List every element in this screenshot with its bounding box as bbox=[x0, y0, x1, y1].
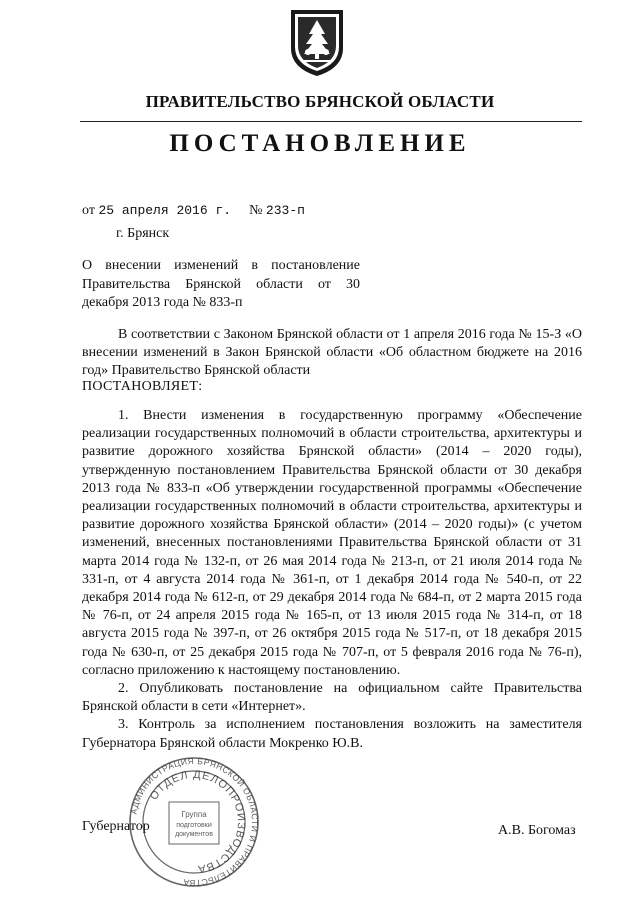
resolution-item-3: 3. Контроль за исполнением постановления возложить на заместителя Губернатора Брянской области Мокренко Ю.В. bbox=[82, 717, 582, 751]
document-subject: О внесении изменений в постановление Правительства Брянской области от 30 декабря 2013 года № 833-п bbox=[82, 258, 360, 310]
stamp-outer-text: АДМИНИСТРАЦИЯ БРЯНСКОЙ ОБЛАСТИ И ПРАВИТЕЛЬСТВА bbox=[128, 756, 260, 888]
stamp-center-line-2: подготовки bbox=[176, 822, 212, 829]
signatory-name: А.В. Богомаз bbox=[498, 823, 576, 838]
document-number: 233-п bbox=[265, 203, 305, 218]
office-stamp bbox=[128, 756, 260, 888]
stamp-center-line-1: Группа bbox=[181, 810, 207, 819]
stamp-middle-text: ОТДЕЛ ДЕЛОПРОИЗВОДСТВА bbox=[147, 768, 248, 875]
resolution-item-1: 1. Внести изменения в государственную программу «Обеспечение реализации государственных полномочий в области строительства, архитектуры и развитие дорожного хозяйства Брянской области» (2014 – 2020 годы), утвержденную постановлением Правительства Брянской области от 30 декабря 2013 года № 833-п «Об утверждении государственной программы «Обеспечение реализации государственных полномочий в области строительства, архитектуры и развитие дорожного хозяйства Брянской области» (2014 – 2020 годы)» (с учетом изменений, внесенных постановлениями Правительства Брянской области от 31 марта 2014 года № 132-п, от 26 мая 2014 года № 213-п, от 21 июля 2014 года № 331-п, от 4 августа 2014 года № 361-п, от 1 декабря 2014 года № 540-п, от 22 декабря 2014 года № 612-п, от 29 декабря 2014 года № 684-п, от 2 марта 2015 года № 76-п, от 24 апреля 2015 года № 165-п, от 13 июля 2015 года № 314-п, от 18 августа 2015 года № 397-п, от 26 октября 2015 года № 517-п, от 18 декабря 2015 года № 630-п, от 25 декабря 2015 года № 707-п, от 5 февраля 2016 года № 76-п), согласно приложению к настоящему постановлению. bbox=[82, 408, 582, 678]
coat-of-arms-emblem bbox=[288, 6, 346, 78]
resolve-word: ПОСТАНОВЛЯЕТ: bbox=[82, 379, 203, 394]
number-label: № bbox=[249, 203, 263, 218]
date-number-line bbox=[82, 203, 305, 219]
signatory-title: Губернатор bbox=[82, 819, 150, 834]
header-rule bbox=[80, 121, 582, 122]
document-date: 25 апреля 2016 г. bbox=[98, 203, 232, 218]
document-type-heading: ПОСТАНОВЛЕНИЕ bbox=[169, 130, 471, 157]
from-label: от bbox=[82, 203, 95, 218]
preamble bbox=[82, 326, 582, 380]
preamble-text: В соответствии с Законом Брянской области от 1 апреля 2016 года № 15-З «О внесении изменений в Закон Брянской области «Об областном бюджете на 2016 год» Правительство Брянской области bbox=[82, 327, 582, 378]
stamp-center-line-3: документов bbox=[175, 831, 213, 838]
resolution-item-2: 2. Опубликовать постановление на официальном сайте Правительства Брянской области в сети «Интернет». bbox=[82, 681, 582, 715]
city: г. Брянск bbox=[116, 226, 170, 241]
resolution-items bbox=[82, 407, 582, 753]
organization-title: ПРАВИТЕЛЬСТВО БРЯНСКОЙ ОБЛАСТИ bbox=[145, 92, 495, 111]
